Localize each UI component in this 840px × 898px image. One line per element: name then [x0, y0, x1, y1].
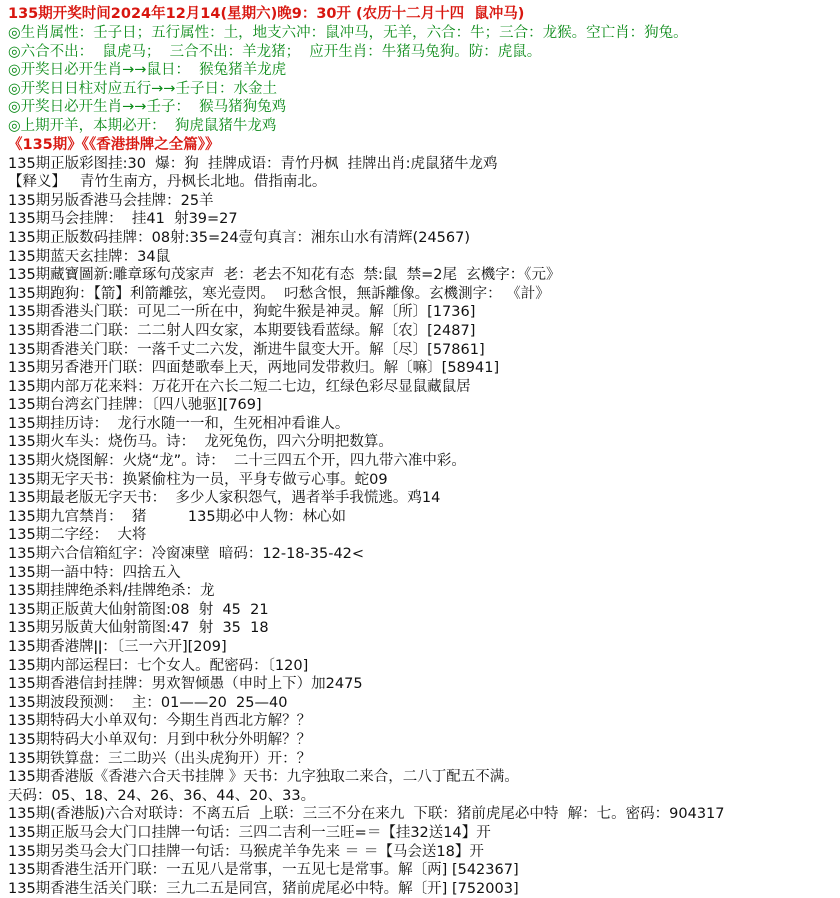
body-row-10: 135期香港关门联：一落千丈二六发，渐进牛鼠变大开。解〔尽〕[57861]	[8, 341, 485, 358]
body-row-35: 135期(香港版)六合对联诗：不离五后 上联：三三不分在来九 下联：猪前虎尾必中特 解：七。密码：904317	[8, 806, 725, 823]
body-row-4: 135期正版数码挂牌：08射:35=24壹句真言：湘东山水有清辉(24567)	[8, 229, 471, 246]
body-row-22: 135期一語中特：四捨五入	[8, 564, 181, 581]
body-row-5: 135期蓝天玄挂牌：34鼠	[8, 248, 171, 265]
header-row-2: ◎开奖日必开生肖→→鼠日： 猴兔猪羊龙虎	[8, 62, 287, 79]
body-row-18: 135期最老版无字天书： 多少人家积怨气，遇者举手我慌逃。鸡14	[8, 490, 441, 507]
body-row-12: 135期内部万花来料：万花开在六长二短二七边，红绿色彩尽显鼠藏鼠居	[8, 378, 471, 395]
body-row-2: 135期另版香港马会挂牌：25羊	[8, 192, 214, 209]
body-row-29: 135期波段预测： 主：01——20 25—40	[8, 694, 288, 711]
body-row-14: 135期挂历诗： 龙行水随一一和，生死相冲看谁人。	[8, 415, 350, 432]
header-row-3: ◎开奖日日柱对应五行→→壬子日：水金土	[8, 80, 277, 97]
body-row-19: 135期九宫禁肖： 猪 135期必中人物：林心如	[8, 508, 347, 525]
body-row-38: 135期香港生活开门联：一五见八是常事，一五见七是常事。解〔两] [542367]	[8, 862, 519, 879]
body-row-37: 135期另类马会大门口挂牌一句话：马猴虎羊争先来 ＝ ＝【马会送18】开	[8, 843, 484, 860]
body-row-25: 135期另版黄大仙射箭图:47 射 35 18	[8, 620, 269, 637]
body-row-27: 135期内部运程曰：七个女人。配密码：〔120]	[8, 657, 309, 674]
body-row-26: 135期香港牌ǀǀ：〔三一六开][209]	[8, 639, 227, 655]
body-row-7: 135期跑狗：【箭】利箭離弦，寒光壹閃。 叼愁含恨，無訴離像。玄機測字： 《計》	[8, 285, 550, 302]
header-row-4: ◎开奖日必开生肖→→壬子： 猴马猪狗兔鸡	[8, 99, 287, 116]
body-row-34: 天码：05、18、24、26、36、44、20、33。	[8, 787, 316, 804]
body-row-20: 135期二字经： 大将	[8, 527, 147, 544]
body-row-30: 135期特码大小单双句：今期生肖西北方解？？	[8, 713, 312, 730]
body-row-39: 135期香港生活关门联：三九二五是同宫，猪前虎尾必中特。解〔开] [752003]	[8, 880, 519, 897]
header-row-1: ◎六合不出： 鼠虎马； 三合不出：羊龙猪； 应开生肖：牛猪马兔狗。防：虎鼠。	[8, 43, 542, 60]
body-row-16: 135期火烧图解：火烧“龙”。诗： 二十三四五个开，四九带六准中彩。	[8, 453, 466, 470]
body-row-6: 135期藏寶圖新:雕章琢句茂家声 老：老去不知花有态 禁:鼠 禁=2尾 玄機字：《元》	[8, 267, 561, 284]
body-row-23: 135期挂牌绝杀料/挂牌绝杀：龙	[8, 583, 215, 600]
body-row-3: 135期马会挂牌： 挂41 射39=27	[8, 211, 238, 228]
header-row-5: ◎上期开羊，本期必开： 狗虎鼠猪牛龙鸡	[8, 117, 277, 134]
page-title: 135期开奖时间2024年12月14(星期六)晚9：30开 (农历十二月十四 鼠冲马)	[8, 6, 525, 22]
body-row-13: 135期台湾玄门挂牌：〔四八驰驱][769]	[8, 397, 262, 414]
body-row-0: 135期正版彩图挂:30 爆：狗 挂牌成语：青竹丹枫 挂牌出肖:虎鼠猪牛龙鸡	[8, 155, 498, 172]
body-row-15: 135期火车头：烧伤马。诗： 龙死兔伤，四六分明把数算。	[8, 434, 393, 451]
body-row-28: 135期香港信封挂牌：男欢智倾愚（申时上下）加2475	[8, 676, 363, 693]
body-row-11: 135期另香港开门联：四面楚歌奉上天，两地同发带救归。解〔嘛〕[58941]	[8, 360, 500, 377]
header-row-0: ◎生肖属性：壬子日；五行属性：土，地支六冲：鼠冲马，无羊，六合：牛；三合：龙猴。空亡肖：狗兔。	[8, 25, 688, 41]
body-row-9: 135期香港二门联：二二射人四女家，本期要钱看蓝绿。解〔农〕[2487]	[8, 322, 476, 339]
body-row-33: 135期香港版《香港六合天书挂牌 》天书：九字独取二来合，二八丁配五不满。	[8, 769, 519, 786]
body-row-36: 135期正版马会大门口挂牌一句话：三四二吉利一三旺=＝【挂32送14】开	[8, 824, 491, 841]
body-row-8: 135期香港头门联：可见二一所在中，狗蛇牛猴是神灵。解〔所〕[1736]	[8, 304, 476, 321]
body-row-21: 135期六合信箱紅字：冷窗凍壁 暗码：12-18-35-42<	[8, 546, 365, 563]
body-row-31: 135期特码大小单双句：月到中秋分外明解？？	[8, 731, 312, 748]
section-title: 《135期》《《香港掛牌之全篇》》	[8, 136, 220, 153]
body-row-1: 【释义】 青竹生南方，丹枫长北地。借指南北。	[8, 174, 327, 191]
body-row-32: 135期铁算盘：三二助兴（出头虎狗开）开：？	[8, 750, 312, 767]
body-row-17: 135期无字天书：换紧偷柱为一员，平身专做亏心事。蛇09	[8, 471, 388, 488]
body-row-24: 135期正版黄大仙射箭图:08 射 45 21	[8, 601, 269, 618]
